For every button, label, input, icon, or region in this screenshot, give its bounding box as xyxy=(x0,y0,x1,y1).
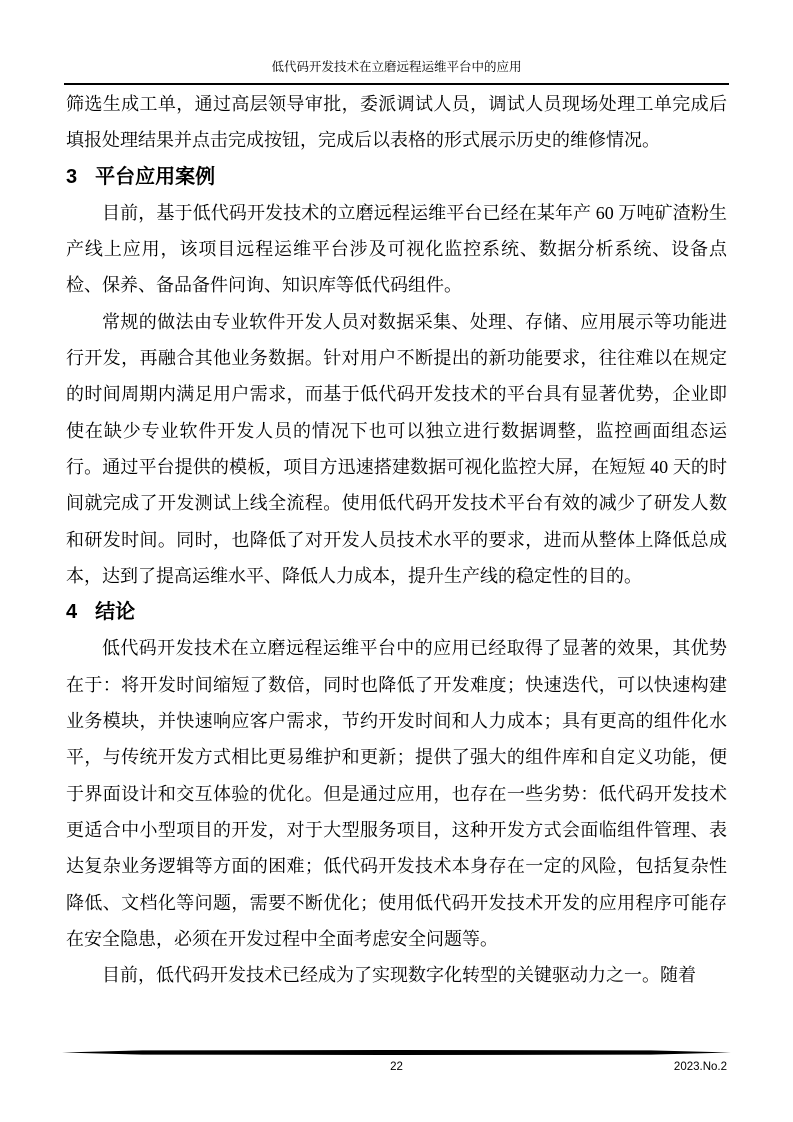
footer-rule xyxy=(62,1050,731,1055)
section-title: 结论 xyxy=(95,601,136,624)
section-number: 3 xyxy=(66,165,78,188)
section-number: 4 xyxy=(66,601,78,624)
paragraph: 目前，低代码开发技术已经成为了实现数字化转型的关键驱动力之一。随着 xyxy=(102,965,696,986)
section-title: 平台应用案例 xyxy=(95,165,216,188)
page-footer xyxy=(66,1057,727,1077)
paragraph: 目前，基于低代码开发技术的立磨远程运维平台已经在某年产 60 万吨矿渣粉生产线上应用，该项目远程运维平台涉及可视化监控系统、数据分析系统、设备点检、保养、备品备件问询、知识库等低代码组件。 xyxy=(66,202,727,296)
paragraph: 筛选生成工单，通过高层领导审批，委派调试人员，调试人员现场处理工单完成后填报处理结果并点击完成按钮，完成后以表格的形式展示历史的维修情况。 xyxy=(66,94,727,151)
issue-label: 2023.No.2 xyxy=(673,1061,727,1073)
paragraph: 低代码开发技术在立磨远程运维平台中的应用已经取得了显著的效果，其优势在于：将开发时间缩短了数倍，同时也降低了开发难度；快速迭代，可以快速构建业务模块，并快速响应客户需求，节约开发时间和人力成本；具有更高的组件化水平，与传统开发方式相比更易维护和更新；提供了强大的组件库和自定义功能，便于界面设计和交互体验的优化。但是通过应用，也存在一些劣势：低代码开发技术更适合中小型项目的开发，对于大型服务项目，这种开发方式会面临组件管理、表达复杂业务逻辑等方面的困难；低代码开发技术本身存在一定的风险，包括复杂性降低、文档化等问题，需要不断优化；使用低代码开发技术开发的应用程序可能存在安全隐患，必须在开发过程中全面考虑安全问题等。 xyxy=(66,638,727,949)
section-heading-conclusion xyxy=(66,594,727,630)
page-number: 22 xyxy=(390,1061,403,1073)
article-body xyxy=(66,86,727,993)
running-header: 低代码开发技术在立磨远程运维平台中的应用 xyxy=(64,58,729,85)
section-heading-case xyxy=(66,159,727,195)
paragraph: 常规的做法由专业软件开发人员对数据采集、处理、存储、应用展示等功能进行开发，再融合其他业务数据。针对用户不断提出的新功能要求，往往难以在规定的时间周期内满足用户需求，而基于低代码开发技术的平台具有显著优势，企业即使在缺少专业软件开发人员的情况下也可以独立进行数据调整，监控画面组态运行。通过平台提供的模板，项目方迅速搭建数据可视化监控大屏，在短短 40 天的时间就完成了开发测试上线全流程。使用低代码开发技术平台有效的减少了研发人数和研发时间。同时，也降低了对开发人员技术水平的要求，进而从整体上降低总成本，达到了提高运维水平、降低人力成本，提升生产线的稳定性的目的。 xyxy=(66,311,727,586)
